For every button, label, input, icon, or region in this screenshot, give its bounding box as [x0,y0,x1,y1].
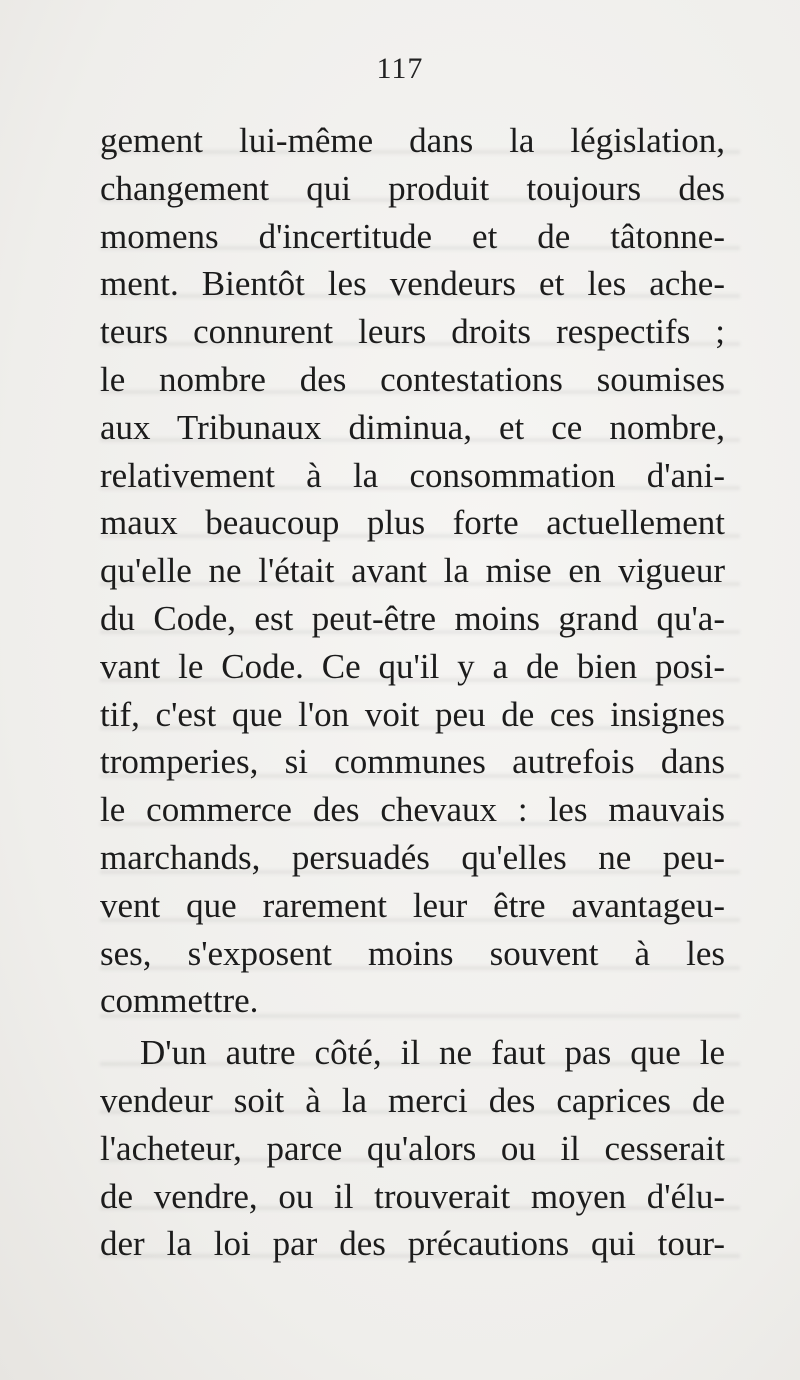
text-line: aux Tribunaux diminua, et ce nombre, [100,407,725,447]
text-line: marchands, persuadés qu'elles ne peu- [100,837,725,877]
text-line: vant le Code. Ce qu'il y a de bien posi- [100,646,725,686]
page-number: 117 [376,52,424,85]
text-line: maux beaucoup plus forte actuellement [100,503,725,543]
text-line: le nombre des contestations soumises [100,359,725,399]
text-line: D'un autre côté, il ne faut pas que le [140,1033,725,1073]
text-line: qu'elle ne l'était avant la mise en vigueur [100,551,725,591]
text-line: tromperies, si communes autrefois dans [100,742,725,782]
text-line: vendeur soit à la merci des caprices de [100,1080,725,1120]
text-line: de vendre, ou il trouverait moyen d'élu- [100,1176,725,1216]
text-line: momens d'incertitude et de tâtonne- [100,216,725,256]
text-line: l'acheteur, parce qu'alors ou il cesserait [100,1128,725,1168]
text-line: vent que rarement leur être avantageu- [100,885,725,925]
text-line: relativement à la consommation d'ani- [100,455,725,495]
text-line: le commerce des chevaux : les mauvais [100,790,725,830]
paragraph-2 [100,1029,725,1268]
text-line: commettre. [100,981,259,1021]
paragraph-1 [100,117,725,1025]
text-line: ses, s'exposent moins souvent à les [100,933,725,973]
text-line: du Code, est peut-être moins grand qu'a- [100,598,725,638]
text-line: changement qui produit toujours des [100,168,725,208]
body-text [100,117,725,1268]
text-line: gement lui-même dans la législation, [100,121,725,160]
text-line: ment. Bientôt les vendeurs et les ache- [100,264,725,304]
text-line: der la loi par des précautions qui tour- [100,1224,725,1264]
text-line: tif, c'est que l'on voit peu de ces insignes [100,694,725,734]
text-line: teurs connurent leurs droits respectifs ; [100,312,725,352]
